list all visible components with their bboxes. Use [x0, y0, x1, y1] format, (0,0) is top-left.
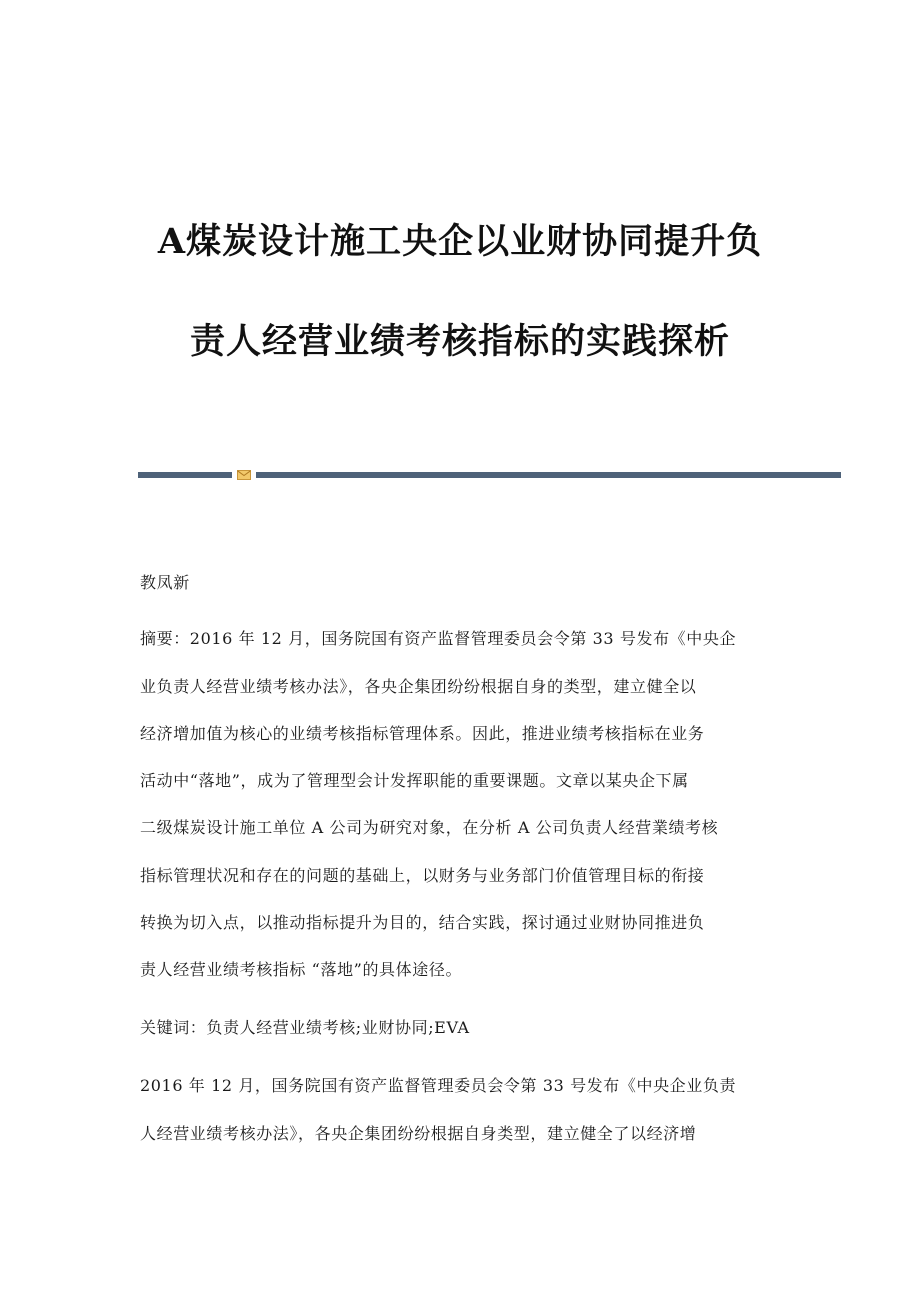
divider-bar-right [256, 472, 841, 478]
body-line: 2016 年 12 月，国务院国有资产监督管理委员会令第 33 号发布《中央企业负责 [140, 1076, 737, 1095]
abstract-line: 转换为切入点，以推动指标提升为目的，结合实践，探讨通过业财协同推进负 [140, 913, 705, 932]
abstract-line: 业负责人经营业绩考核办法》，各央企集团纷纷根据自身的类型，建立健全以 [140, 677, 697, 696]
abstract-line: 摘要：2016 年 12 月，国务院国有资产监督管理委员会令第 33 号发布《中央企 [140, 629, 737, 648]
abstract-line: 责人经营业绩考核指标 “落地”的具体途径。 [140, 960, 463, 979]
body-line: 人经营业绩考核办法》，各央企集团纷纷根据自身类型，建立健全了以经济增 [140, 1124, 697, 1143]
author-name: 教凤新 [140, 573, 190, 592]
abstract-line: 二级煤炭设计施工单位 A 公司为研究对象，在分析 A 公司负责人经营業绩考核 [140, 818, 719, 837]
abstract-line: 活动中“落地”，成为了管理型会计发挥职能的重要课题。文章以某央企下属 [140, 771, 689, 790]
title-line-2: 责人经营业绩考核指标的实践探析 [189, 321, 730, 362]
title-divider [138, 470, 841, 480]
title-line-1: A煤炭设计施工央企以业财协同提升负 [157, 221, 763, 262]
abstract-line: 指标管理状况和存在的问题的基础上，以财务与业务部门价值管理目标的衔接 [140, 866, 705, 885]
keywords: 关键词：负责人经营业绩考核;业财协同;EVA [140, 1018, 470, 1037]
abstract-line: 经济增加值为核心的业绩考核指标管理体系。因此，推进业绩考核指标在业务 [140, 724, 705, 743]
envelope-icon [237, 470, 251, 480]
divider-bar-left [138, 472, 232, 478]
